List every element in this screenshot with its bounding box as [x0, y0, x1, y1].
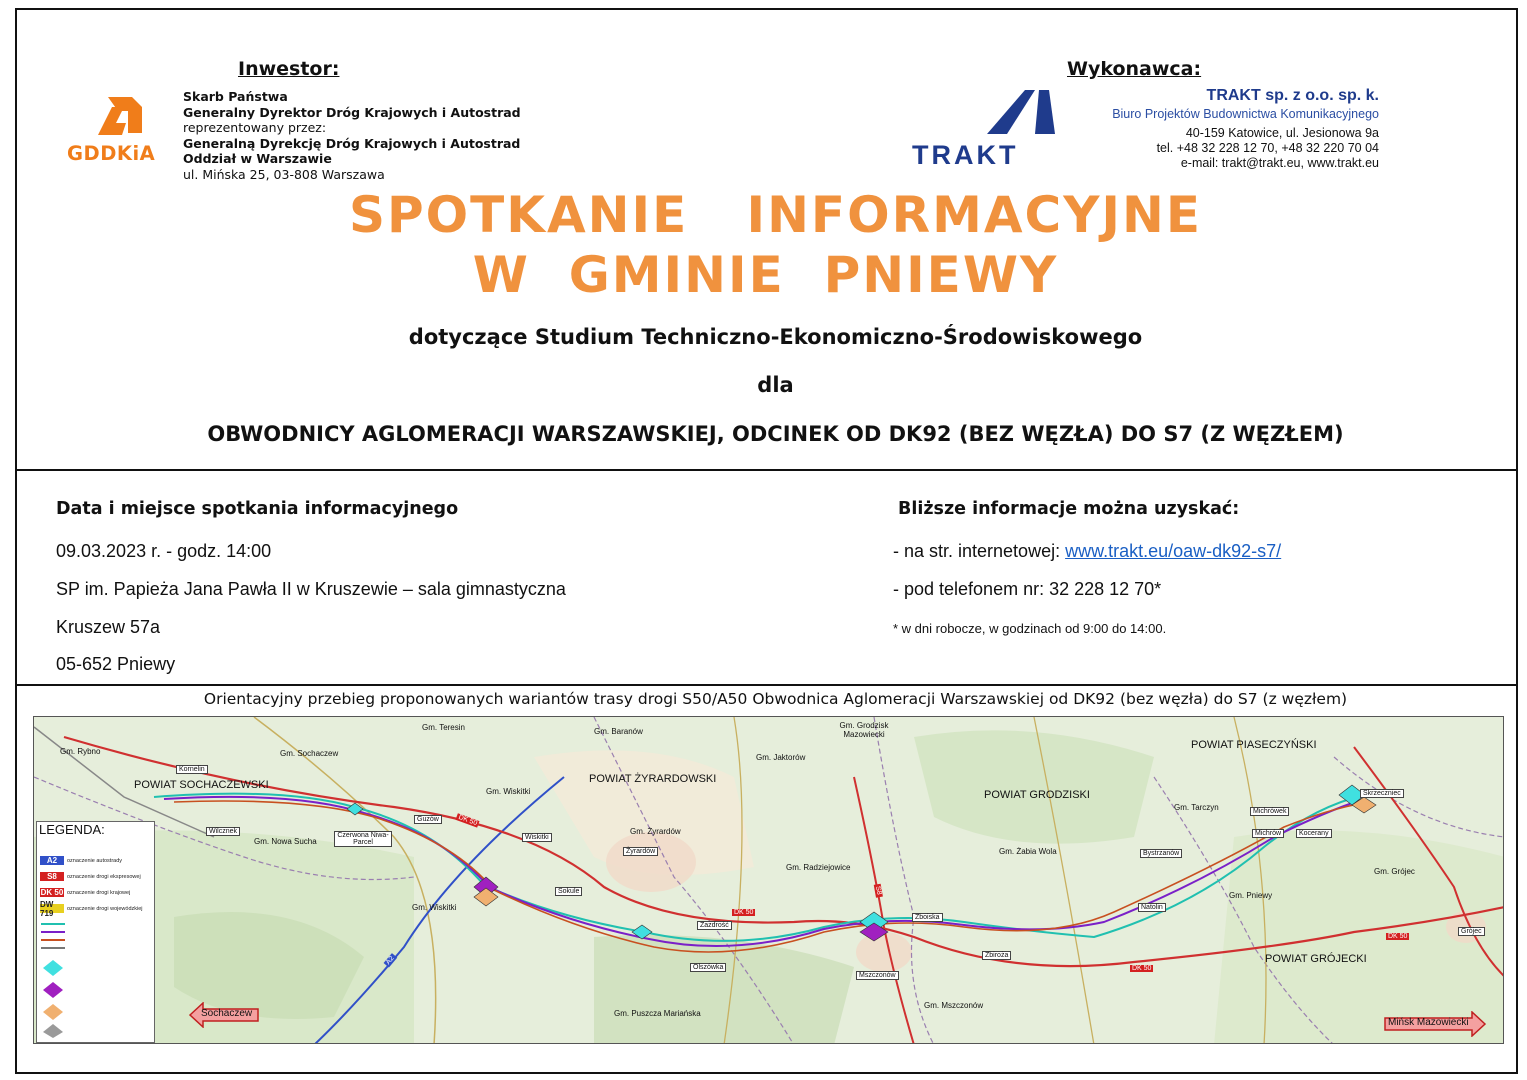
- investor-line-4: Generalną Dyrekcję Dróg Krajowych i Autostrad: [183, 135, 521, 151]
- legend-symbol-1: A2: [40, 856, 64, 865]
- legend-row-1: [40, 856, 122, 865]
- legend-symbol-4: DW 719: [40, 904, 64, 913]
- contractor-email: e-mail: trakt@trakt.eu, www.trakt.eu: [1180, 156, 1379, 170]
- town-sokule: Sokule: [555, 887, 582, 896]
- legend-symbols-graphic: [37, 918, 154, 1038]
- legend-row-3: [40, 888, 130, 897]
- gmina-jaktorow: Gm. Jaktorów: [756, 753, 806, 762]
- divider-top: [15, 469, 1518, 471]
- gmina-wiskitki-s: Gm. Wiskitki: [412, 903, 457, 912]
- town-zboiska: Zboiska: [912, 913, 943, 922]
- gmina-grodzisk: Gm. Grodzisk Mazowiecki: [839, 721, 889, 739]
- road-dk50-1: DK 50: [457, 813, 479, 828]
- legend-title: LEGENDA:: [39, 822, 105, 837]
- gmina-mszczonow: Gm. Mszczonów: [924, 1001, 984, 1010]
- contact-phone: - pod telefonem nr: 32 228 12 70*: [893, 579, 1162, 599]
- gmina-zabia-wola: Gm. Żabia Wola: [999, 847, 1057, 856]
- town-guzow: Guzów: [414, 815, 442, 824]
- region-sochaczewski: POWIAT SOCHACZEWSKI: [134, 779, 269, 791]
- title-line-1: SPOTKANIE INFORMACYJNE: [348, 186, 1203, 244]
- investor-label: Inwestor:: [238, 58, 340, 80]
- meeting-date: 09.03.2023 r. - godz. 14:00: [56, 541, 272, 561]
- trakt-road-icon: [985, 88, 1075, 138]
- road-dk50-4: DK 50: [1388, 933, 1408, 940]
- gmina-wiskitki-n: Gm. Wiskitki: [486, 787, 531, 796]
- legend-text-1: oznaczenie autostrady: [67, 857, 123, 864]
- legend-text-2: oznaczenie drogi ekspresowej: [67, 873, 141, 880]
- town-czerwona: Czerwona Niwa-Parcel: [334, 831, 392, 847]
- title-line-2: W GMINIE PNIEWY: [472, 246, 1059, 304]
- region-zyrardowski: POWIAT ŻYRARDOWSKI: [589, 773, 717, 785]
- legend-symbol-2: S8: [40, 872, 64, 881]
- contractor-label: Wykonawca:: [1067, 58, 1202, 80]
- legend-symbol-3: DK 50: [40, 888, 64, 897]
- contractor-company: TRAKT sp. z o.o. sp. k.: [1206, 87, 1379, 104]
- gmina-rybno: Gm. Rybno: [60, 747, 101, 756]
- legend-row-2: [40, 872, 141, 881]
- route-map[interactable]: [33, 716, 1504, 1044]
- subtitle-line-1: dotyczące Studium Techniczno-Ekonomiczno-Środowiskowego: [408, 325, 1143, 349]
- contractor-details: [1112, 87, 1379, 170]
- map-caption: Orientacyjny przebieg proponowanych wariantów trasy drogi S50/A50 Obwodnica Aglomeracji Warszawskiej od DK92 (bez węzła) do S7 (z węzłem): [203, 690, 1348, 708]
- gmina-teresin: Gm. Teresin: [422, 723, 465, 732]
- legend-text-4: oznaczenie drogi wojewódzkiej: [67, 905, 143, 912]
- town-zyrardow: Żyrardów: [623, 847, 658, 856]
- gmina-grojec: Gm. Grójec: [1374, 867, 1415, 876]
- direction-right-label: Mińsk Mazowiecki: [1388, 1017, 1469, 1028]
- direction-left-label: Sochaczew: [201, 1008, 253, 1019]
- subtitle-line-3: OBWODNICY AGLOMERACJI WARSZAWSKIEJ, ODCINEK OD DK92 (BEZ WĘZŁA) DO S7 (Z WĘZŁEM): [207, 422, 1344, 446]
- legend-text-3: oznaczenie drogi krajowej: [67, 889, 131, 896]
- investor-line-3: reprezentowany przez:: [183, 120, 327, 135]
- gmina-pniewy: Gm. Pniewy: [1229, 891, 1273, 900]
- region-piaseczynski: POWIAT PIASECZYŃSKI: [1191, 739, 1317, 751]
- trakt-logo: [985, 88, 1075, 138]
- legend-row-4: [40, 899, 143, 918]
- town-wilczek: Wilcznek: [206, 827, 240, 836]
- contractor-phone: tel. +48 32 228 12 70, +48 32 220 70 04: [1156, 141, 1379, 155]
- gmina-nowa-sucha: Gm. Nowa Sucha: [254, 837, 317, 846]
- contact-heading: Bliższe informacje można uzyskać:: [898, 499, 1240, 519]
- contact-web-line: [893, 541, 1281, 562]
- road-dk50-2: DK 50: [734, 909, 754, 916]
- trakt-logo-text: TRAKT: [912, 140, 1019, 170]
- road-dk50-3: DK 50: [1132, 965, 1152, 972]
- map-canvas: [34, 717, 1504, 1044]
- road-s8: S8: [874, 885, 883, 896]
- town-kocerany: Kocerany: [1296, 829, 1332, 838]
- direction-left-arrow: [189, 1002, 259, 1028]
- town-kornelin: Kornelin: [176, 765, 208, 774]
- contractor-subtitle: Biuro Projektów Budownictwa Komunikacyjnego: [1112, 107, 1379, 121]
- town-wiskitki: Wiskitki: [522, 833, 552, 842]
- town-natolin: Natolin: [1138, 903, 1166, 912]
- town-zbiroza: Zbiroża: [982, 951, 1011, 960]
- contact-web-link[interactable]: www.trakt.eu/oaw-dk92-s7/: [1065, 541, 1282, 561]
- meeting-place: SP im. Papieża Jana Pawła II w Kruszewie – sala gimnastyczna: [56, 579, 566, 599]
- contact-web-prefix: - na str. internetowej:: [893, 541, 1066, 561]
- meeting-address-1: Kruszew 57a: [56, 617, 161, 637]
- town-skrzeczniec: Skrzeczniec: [1360, 789, 1404, 798]
- town-michrow: Michrów: [1252, 829, 1284, 838]
- region-grojecki: POWIAT GRÓJECKI: [1265, 953, 1367, 965]
- gmina-puszcza: Gm. Puszcza Mariańska: [614, 1009, 701, 1018]
- meeting-heading: Data i miejsce spotkania informacyjnego: [56, 499, 459, 519]
- gmina-baranow: Gm. Baranów: [594, 727, 643, 736]
- meeting-address-2: 05-652 Pniewy: [56, 654, 176, 674]
- divider-bottom: [15, 684, 1518, 686]
- investor-line-2: Generalny Dyrektor Dróg Krajowych i Autostrad: [183, 104, 521, 120]
- town-bystrzanow: Bystrzanów: [1140, 849, 1182, 858]
- town-michrowek: Michrówek: [1250, 807, 1289, 816]
- region-grodziski: POWIAT GRODZISKI: [984, 789, 1090, 801]
- gmina-sochaczew: Gm. Sochaczew: [280, 749, 339, 758]
- gmina-zyrardow: Gm. Żyrardów: [630, 827, 681, 836]
- gmina-tarczyn: Gm. Tarczyn: [1174, 803, 1219, 812]
- contact-note: * w dni robocze, w godzinach od 9:00 do 14:00.: [893, 621, 1167, 636]
- town-olszowka: Olszówka: [690, 963, 726, 972]
- town-grojec: Grójec: [1458, 927, 1485, 936]
- town-mszczonow: Mszczonów: [856, 971, 899, 980]
- investor-line-6: ul. Mińska 25, 03-808 Warszawa: [183, 166, 385, 182]
- gddkia-logo-text: GDDKiA: [67, 142, 156, 165]
- investor-line-1: Skarb Państwa: [183, 89, 288, 104]
- map-legend: [36, 821, 155, 1043]
- road-a2: A2: [384, 954, 396, 967]
- investor-details: [183, 89, 521, 182]
- gmina-radziejowice: Gm. Radziejowice: [786, 863, 851, 872]
- town-zazdrosc: Zazdrość: [697, 921, 732, 930]
- direction-right-arrow: [1384, 1011, 1486, 1037]
- contractor-address: 40-159 Katowice, ul. Jesionowa 9a: [1185, 126, 1379, 140]
- subtitle-line-2: dla: [757, 373, 794, 397]
- investor-line-5: Oddział w Warszawie: [183, 151, 332, 166]
